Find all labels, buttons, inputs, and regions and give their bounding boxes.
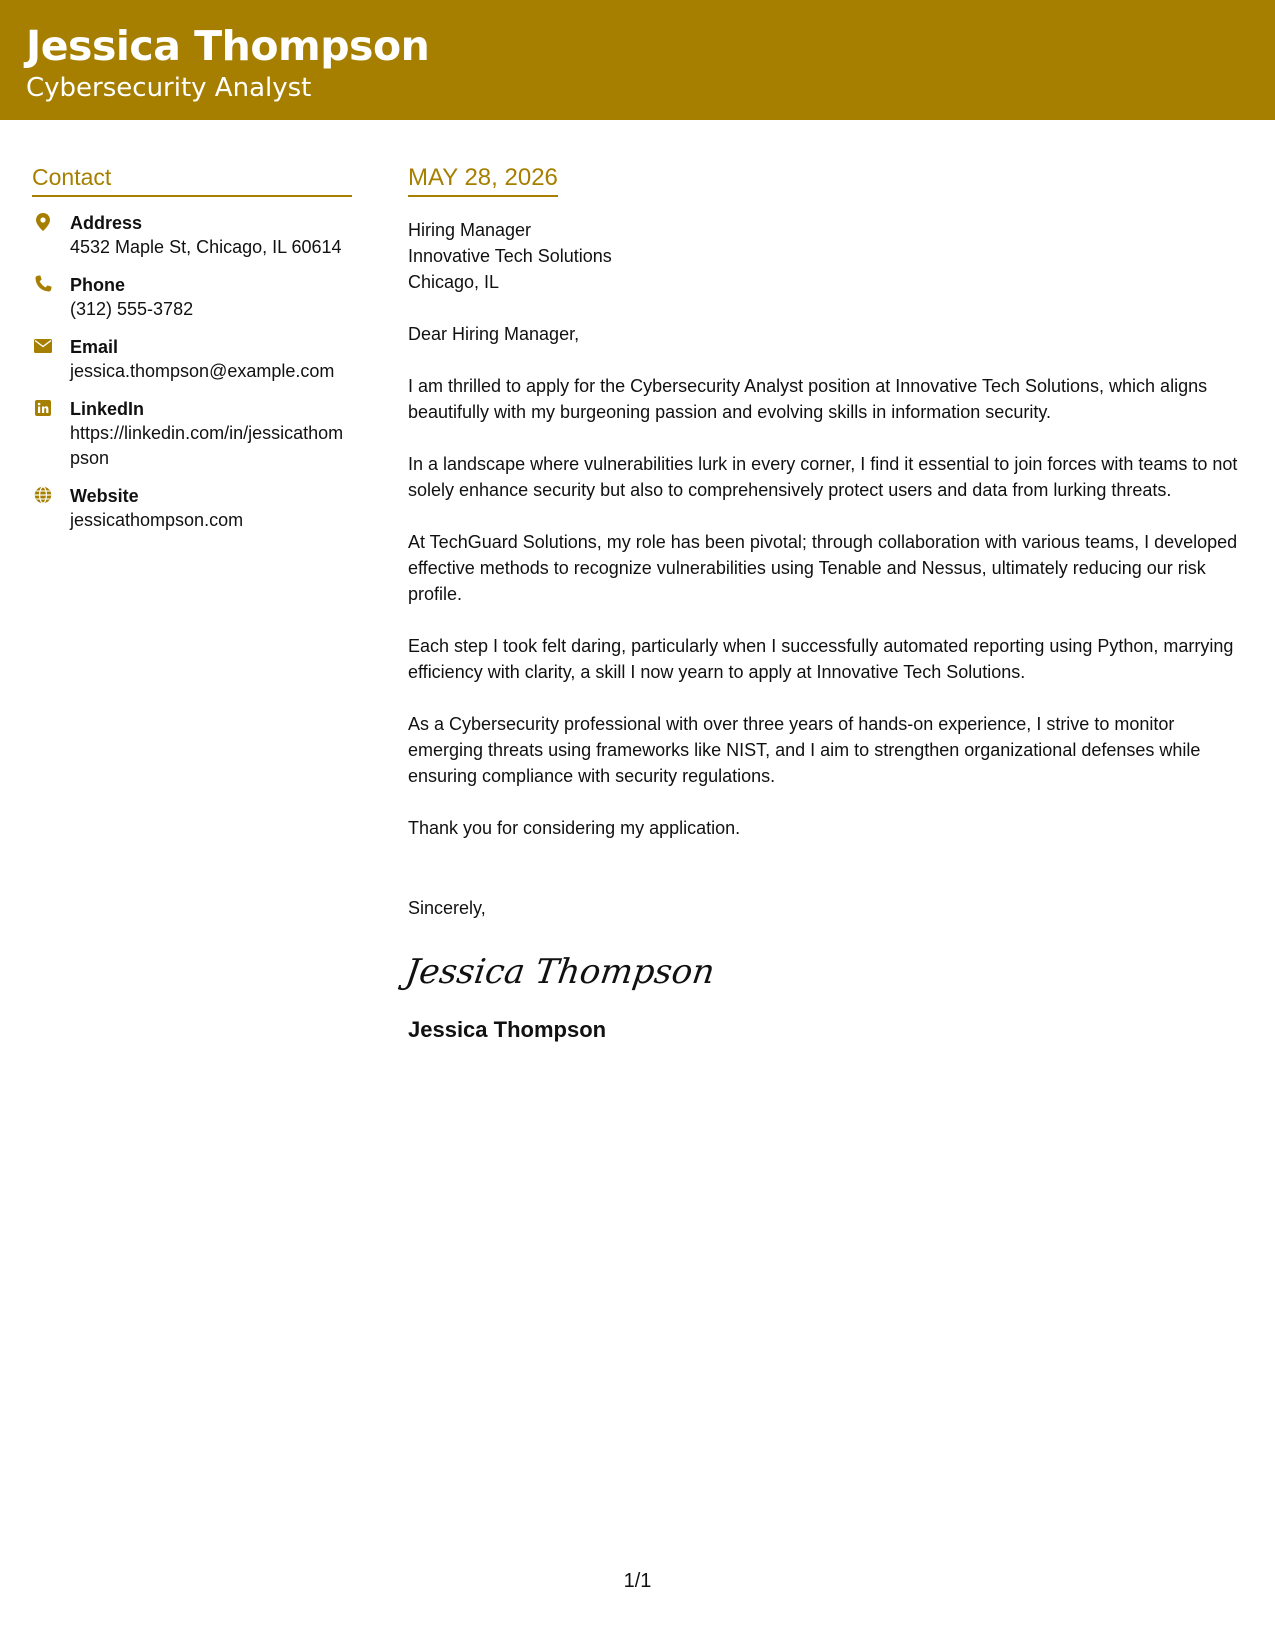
letter-date: MAY 28, 2026: [408, 164, 558, 197]
map-pin-icon: [34, 213, 52, 231]
contact-value[interactable]: https://linkedin.com/in/jessicathompson: [70, 423, 344, 468]
letter-paragraph: Each step I took felt daring, particularly when I successfully automated reporting using Python, marrying efficiency with clarity, a skill I now yearn to apply at Innovative Tech Solutions.: [408, 636, 1234, 682]
applicant-title: Cybersecurity Analyst: [26, 73, 312, 103]
recipient-block: [408, 217, 1253, 295]
contact-label: Website: [70, 486, 139, 506]
contact-sidebar: [32, 164, 352, 546]
letter-body: [403, 164, 1253, 1043]
letter-paragraph: In a landscape where vulnerabilities lurk in every corner, I find it essential to join forces with teams to not solely enhance security but also to comprehensively protect users and data from lurking threats.: [408, 454, 1238, 500]
contact-label: Email: [70, 337, 119, 357]
page-number: 1/1: [623, 1570, 652, 1592]
contact-label: Phone: [70, 275, 126, 295]
letter-paragraph: Thank you for considering my application.: [408, 818, 741, 838]
contact-value: (312) 555-3782: [70, 299, 194, 319]
handwritten-signature: [403, 943, 1253, 997]
contact-value: jessica.thompson@example.com: [70, 361, 335, 381]
contact-item-website: [32, 484, 352, 533]
contact-value: 4532 Maple St, Chicago, IL 60614: [70, 237, 342, 257]
contact-item-linkedin: [32, 397, 352, 471]
header-band: [0, 0, 1275, 120]
signer-name: Jessica Thompson: [408, 1017, 607, 1042]
contact-item-email: [32, 335, 352, 384]
letter-paragraph: At TechGuard Solutions, my role has been pivotal; through collaboration with various teams, I developed effective methods to recognize vulnerabilities using Tenable and Nessus, ultimately reducing our risk profile.: [408, 532, 1238, 604]
closing: Sincerely,: [408, 898, 486, 918]
recipient-line: Innovative Tech Solutions: [408, 246, 612, 266]
letter-paragraph: I am thrilled to apply for the Cybersecurity Analyst position at Innovative Tech Solutions, which aligns beautifully with my burgeoning passion and evolving skills in information security.: [408, 376, 1208, 422]
contact-heading: Contact: [32, 164, 352, 197]
contact-item-phone: [32, 273, 352, 322]
applicant-name: Jessica Thompson: [26, 22, 430, 70]
contact-value[interactable]: jessicathompson.com: [70, 510, 244, 530]
envelope-icon: [34, 337, 52, 355]
globe-icon: [34, 486, 52, 504]
recipient-line: Chicago, IL: [408, 272, 500, 292]
phone-icon: [34, 275, 52, 293]
contact-label: Address: [70, 213, 143, 233]
signature-text: Jessica Thompson: [403, 952, 718, 992]
recipient-line: Hiring Manager: [408, 220, 532, 240]
linkedin-icon: [34, 399, 52, 417]
letter-paragraph: As a Cybersecurity professional with over three years of hands-on experience, I strive to monitor emerging threats using frameworks like NIST, and I aim to strengthen organizational defenses while ensuring compliance with security regulations.: [408, 714, 1201, 786]
contact-label: LinkedIn: [70, 399, 145, 419]
contact-item-address: [32, 211, 352, 260]
salutation: Dear Hiring Manager,: [408, 324, 580, 344]
